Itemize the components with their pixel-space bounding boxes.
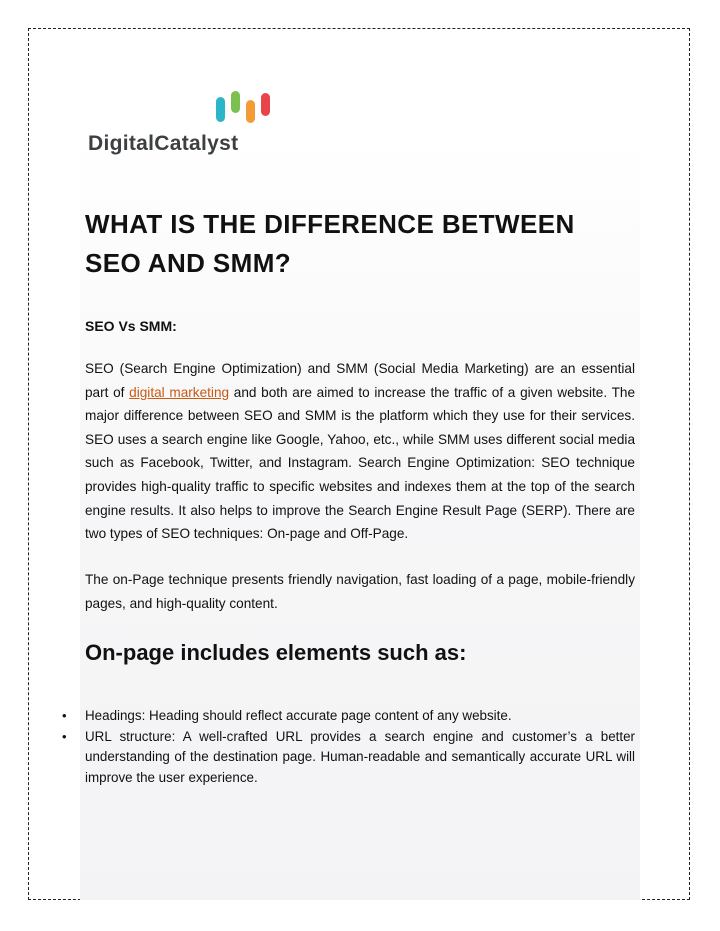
intro-paragraph bbox=[85, 357, 635, 546]
on-page-paragraph: The on-Page technique presents friendly navigation, fast loading of a page, mobile-friendly pages, and high-quality content. bbox=[85, 572, 635, 611]
elements-list bbox=[62, 706, 635, 788]
digital-marketing-link[interactable]: digital marketing bbox=[129, 384, 230, 400]
intro-text-end: and both are aimed to increase the traffic of a given website. The major difference between SEO and SMM is the platform which they use for their services. SEO uses a search engine like Google, Yahoo, etc., while SMM uses different social media such as Facebook, Twitter, and Instagram. Search Engine Optimization: SEO technique provides high-quality traffic to specific websites and indexes them at the top of the search engine results. It also helps to improve the Search Engine Result Page (SERP). There are two types of SEO techniques: On-page and Off-Page. bbox=[85, 384, 636, 542]
logo-bar-red bbox=[261, 93, 270, 116]
list-item bbox=[62, 706, 635, 727]
list-item bbox=[62, 727, 635, 789]
logo-bar-orange bbox=[246, 100, 255, 123]
digital-catalyst-logo bbox=[88, 88, 278, 160]
list-item-text: Headings: Heading should reflect accurate page content of any website. bbox=[85, 708, 512, 723]
section-heading: On-page includes elements such as: bbox=[85, 640, 467, 665]
logo-bar-green bbox=[231, 91, 240, 113]
list-item-text: URL structure: A well-crafted URL provides a search engine and customer’s a better understanding of the destination page. Human-readable and semantically accurate URL will improve the user experience. bbox=[85, 728, 635, 785]
logo-bar-teal bbox=[216, 97, 225, 122]
bullet-icon: • bbox=[62, 708, 67, 723]
subheading-seo-vs-smm: SEO Vs SMM: bbox=[85, 318, 177, 334]
logo-wordmark: DigitalCatalyst bbox=[88, 132, 239, 155]
intro-text-start: SEO (Search Engine Optimization) and SMM (Social Media Marketing) are an essential part of bbox=[85, 361, 635, 400]
article-title: WHAT IS THE DIFFERENCE BETWEEN SEO AND SMM? bbox=[85, 209, 575, 278]
bullet-icon: • bbox=[62, 728, 67, 744]
